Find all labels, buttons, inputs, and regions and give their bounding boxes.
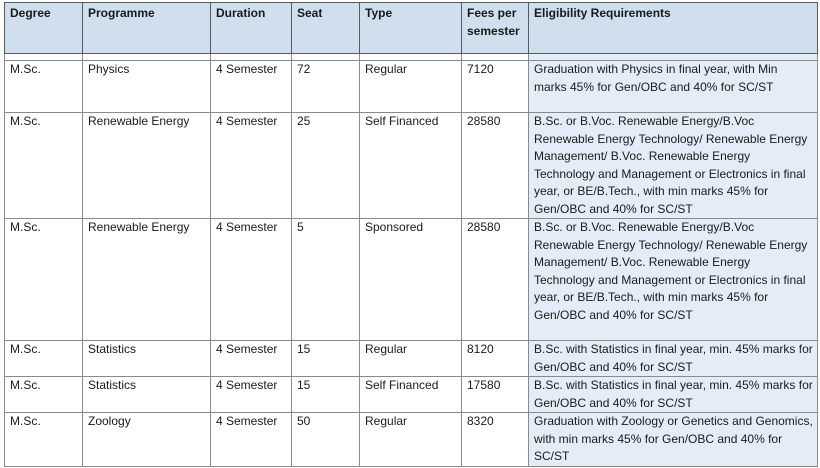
cell-seat: 15	[292, 341, 360, 377]
cell-duration: 4 Semester	[211, 341, 292, 377]
cell-seat: 5	[292, 219, 360, 341]
cell-duration: 4 Semester	[211, 219, 292, 341]
cell-type: Self Financed	[360, 377, 462, 413]
table-row	[5, 113, 818, 219]
cell-seat: 72	[292, 61, 360, 113]
cell-duration: 4 Semester	[211, 61, 292, 113]
table-row	[5, 413, 818, 467]
cell-degree: M.Sc.	[5, 113, 83, 219]
cell-eligibility: B.Sc. with Statistics in final year, min. 45% marks for Gen/OBC and 40% for SC/ST	[529, 341, 818, 377]
cell-eligibility: B.Sc. or B.Voc. Renewable Energy/B.Voc Renewable Energy Technology/ Renewable Energy Management/ B.Voc. Renewable Energy Technology and Management or Electronics in final year, or BE/B.Tech., with min marks 45% for Gen/OBC and 40% for SC/ST	[529, 113, 818, 219]
cell-fees: 7120	[462, 61, 529, 113]
cell-duration: 4 Semester	[211, 413, 292, 467]
header-programme: Programme	[83, 3, 211, 54]
cell-eligibility: B.Sc. or B.Voc. Renewable Energy/B.Voc Renewable Energy Technology/ Renewable Energy Management/ B.Voc. Renewable Energy Technology and Management or Electronics in final year, or BE/B.Tech., with min marks 45% for Gen/OBC and 40% for SC/ST	[529, 219, 818, 341]
cell-fees: 17580	[462, 377, 529, 413]
spacer-cell	[5, 54, 83, 61]
cell-fees: 28580	[462, 113, 529, 219]
cell-degree: M.Sc.	[5, 377, 83, 413]
cell-eligibility: Graduation with Physics in final year, with Min marks 45% for Gen/OBC and 40% for SC/ST	[529, 61, 818, 113]
programme-table	[4, 2, 818, 467]
cell-degree: M.Sc.	[5, 413, 83, 467]
cell-programme: Zoology	[83, 413, 211, 467]
cell-type: Self Financed	[360, 113, 462, 219]
spacer-cell	[462, 54, 529, 61]
table-row	[5, 219, 818, 341]
cell-programme: Renewable Energy	[83, 113, 211, 219]
cell-duration: 4 Semester	[211, 377, 292, 413]
cell-programme: Renewable Energy	[83, 219, 211, 341]
spacer-cell	[292, 54, 360, 61]
header-fees: Fees per semester	[462, 3, 529, 54]
cell-fees: 8120	[462, 341, 529, 377]
spacer-cell	[83, 54, 211, 61]
cell-seat: 50	[292, 413, 360, 467]
cell-seat: 25	[292, 113, 360, 219]
spacer-cell	[360, 54, 462, 61]
header-eligibility: Eligibility Requirements	[529, 3, 818, 54]
spacer-cell	[529, 54, 818, 61]
cell-programme: Physics	[83, 61, 211, 113]
header-degree: Degree	[5, 3, 83, 54]
table-row	[5, 61, 818, 113]
header-duration: Duration	[211, 3, 292, 54]
cell-programme: Statistics	[83, 341, 211, 377]
cell-eligibility: Graduation with Zoology or Genetics and Genomics, with min marks 45% for Gen/OBC and 40% for SC/ST	[529, 413, 818, 467]
cell-type: Regular	[360, 61, 462, 113]
table-row	[5, 341, 818, 377]
cell-type: Regular	[360, 341, 462, 377]
table-header	[5, 3, 818, 54]
spacer-cell	[211, 54, 292, 61]
table-row	[5, 377, 818, 413]
table-body	[5, 54, 818, 467]
header-type: Type	[360, 3, 462, 54]
cell-degree: M.Sc.	[5, 61, 83, 113]
header-row	[5, 3, 818, 54]
header-seat: Seat	[292, 3, 360, 54]
cell-degree: M.Sc.	[5, 341, 83, 377]
header-spacer-row	[5, 54, 818, 61]
cell-eligibility: B.Sc. with Statistics in final year, min. 45% marks for Gen/OBC and 40% for SC/ST	[529, 377, 818, 413]
cell-fees: 8320	[462, 413, 529, 467]
cell-programme: Statistics	[83, 377, 211, 413]
cell-seat: 15	[292, 377, 360, 413]
cell-degree: M.Sc.	[5, 219, 83, 341]
cell-type: Regular	[360, 413, 462, 467]
cell-duration: 4 Semester	[211, 113, 292, 219]
cell-fees: 28580	[462, 219, 529, 341]
cell-type: Sponsored	[360, 219, 462, 341]
